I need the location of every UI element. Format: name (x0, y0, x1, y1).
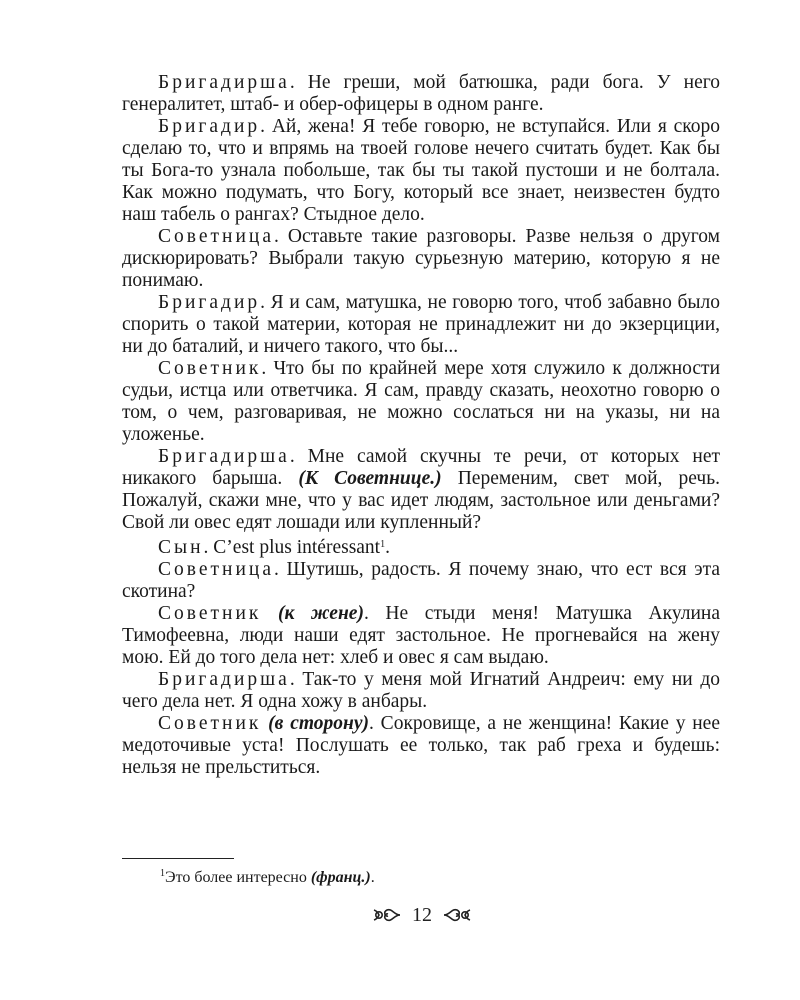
page-footer (362, 900, 482, 930)
speaker-name: Советница (158, 559, 274, 580)
speaker-line: . Мне самой скучны те речи, от которых нет никакого барыша. (122, 446, 720, 489)
page-number: 12 (412, 903, 432, 926)
dialogue-paragraph (122, 226, 720, 292)
footnote-text: Это более интересно (165, 869, 311, 886)
speaker-name: Советник (158, 713, 262, 734)
speaker-line: . Шутишь, радость. Я почему знаю, что ест вся эта скотина? (122, 559, 720, 602)
footnote-divider (122, 858, 234, 859)
dialogue-paragraph (122, 116, 720, 226)
speaker-line: . Не греши, мой батюшка, ради бога. У него генералитет, штаб- и обер-офицеры в одном ранге. (122, 72, 720, 115)
speaker-line-end: . (385, 537, 390, 558)
speaker-name: Бригадирша (158, 72, 290, 93)
left-ornament-icon (372, 904, 402, 926)
footnote-mark: 1 (160, 868, 165, 879)
page-text (122, 72, 720, 779)
speaker-name: Бригадирша (158, 669, 290, 690)
speaker-name: Сын (158, 537, 204, 558)
speaker-name: Советник (158, 358, 262, 379)
speaker-name: Советница (158, 226, 274, 247)
footnote (160, 868, 375, 887)
dialogue-paragraph (122, 559, 720, 603)
speaker-name: Бригадир (158, 116, 261, 137)
speaker-name: Бригадирша (158, 446, 290, 467)
speaker-name: Бригадир (158, 292, 261, 313)
dialogue-paragraph (122, 358, 720, 446)
speaker-line: . Сокровище, а не женщина! Какие у нее медоточивые уста! Послушать ее только, так раб греха и будешь: нельзя не прельститься. (122, 713, 720, 778)
speaker-name: Советник (158, 603, 262, 624)
speaker-line: . Я и сам, матушка, не говорю того, чтоб забавно было спорить о такой материи, которая не принадлежит ни до экзерциции, ни до баталий, и ничего такого, что бы... (122, 292, 720, 357)
footnote-reference: 1 (380, 539, 386, 550)
stage-direction: (К Советнице.) (298, 468, 442, 489)
stage-direction: (в сторону) (261, 713, 369, 734)
speaker-line-continued: Переменим, свет мой, речь. Пожалуй, скажи мне, что у вас идет людям, застольное или деньгами? Свой ли овес едят лошади или купленный? (122, 468, 720, 533)
speaker-line: . Оставьте такие разговоры. Разве нельзя о другом дискюрировать? Выбрали такую сурьезную материю, которую я не понимаю. (122, 226, 720, 291)
dialogue-paragraph (122, 534, 720, 559)
dialogue-paragraph (122, 669, 720, 713)
stage-direction: (к жене) (261, 603, 364, 624)
speaker-line: . Так-то у меня мой Игнатий Андреич: ему ни до чего дела нет. Я одна хожу в анбары. (122, 669, 720, 712)
footnote-end: . (370, 869, 375, 886)
speaker-line: . Ай, жена! Я тебе говорю, не вступайся. Или я скоро сделаю то, что и впрямь на твоей голове нечего считать будет. Как бы ты Бога-то узнала побольше, так бы ты такой пустоши и не болтала. Как можно подумать, что Богу, который все знает, неизвестен будто наш табель о рангах? Стыдное дело. (122, 116, 720, 225)
dialogue-paragraph (122, 446, 720, 534)
speaker-line: . Что бы по крайней мере хотя служило к должности судьи, истца или ответчика. Я сам, правду сказать, неохотно говорю о том, о чем, разговаривая, не можно сослаться ни на указы, ни на уложенье. (122, 358, 720, 445)
speaker-line: . C’est plus intéressant (203, 537, 381, 558)
right-ornament-icon (442, 904, 472, 926)
footnote-language: (франц.) (310, 869, 371, 886)
speaker-line: . Не стыди меня! Матушка Акулина Тимофеевна, люди наши едят застольное. Не прогневайся на жену мою. Ей до того дела нет: хлеб и овес я сам выдаю. (122, 603, 720, 668)
dialogue-paragraph (122, 292, 720, 358)
dialogue-paragraph (122, 603, 720, 669)
dialogue-paragraph (122, 713, 720, 779)
dialogue-paragraph (122, 72, 720, 116)
